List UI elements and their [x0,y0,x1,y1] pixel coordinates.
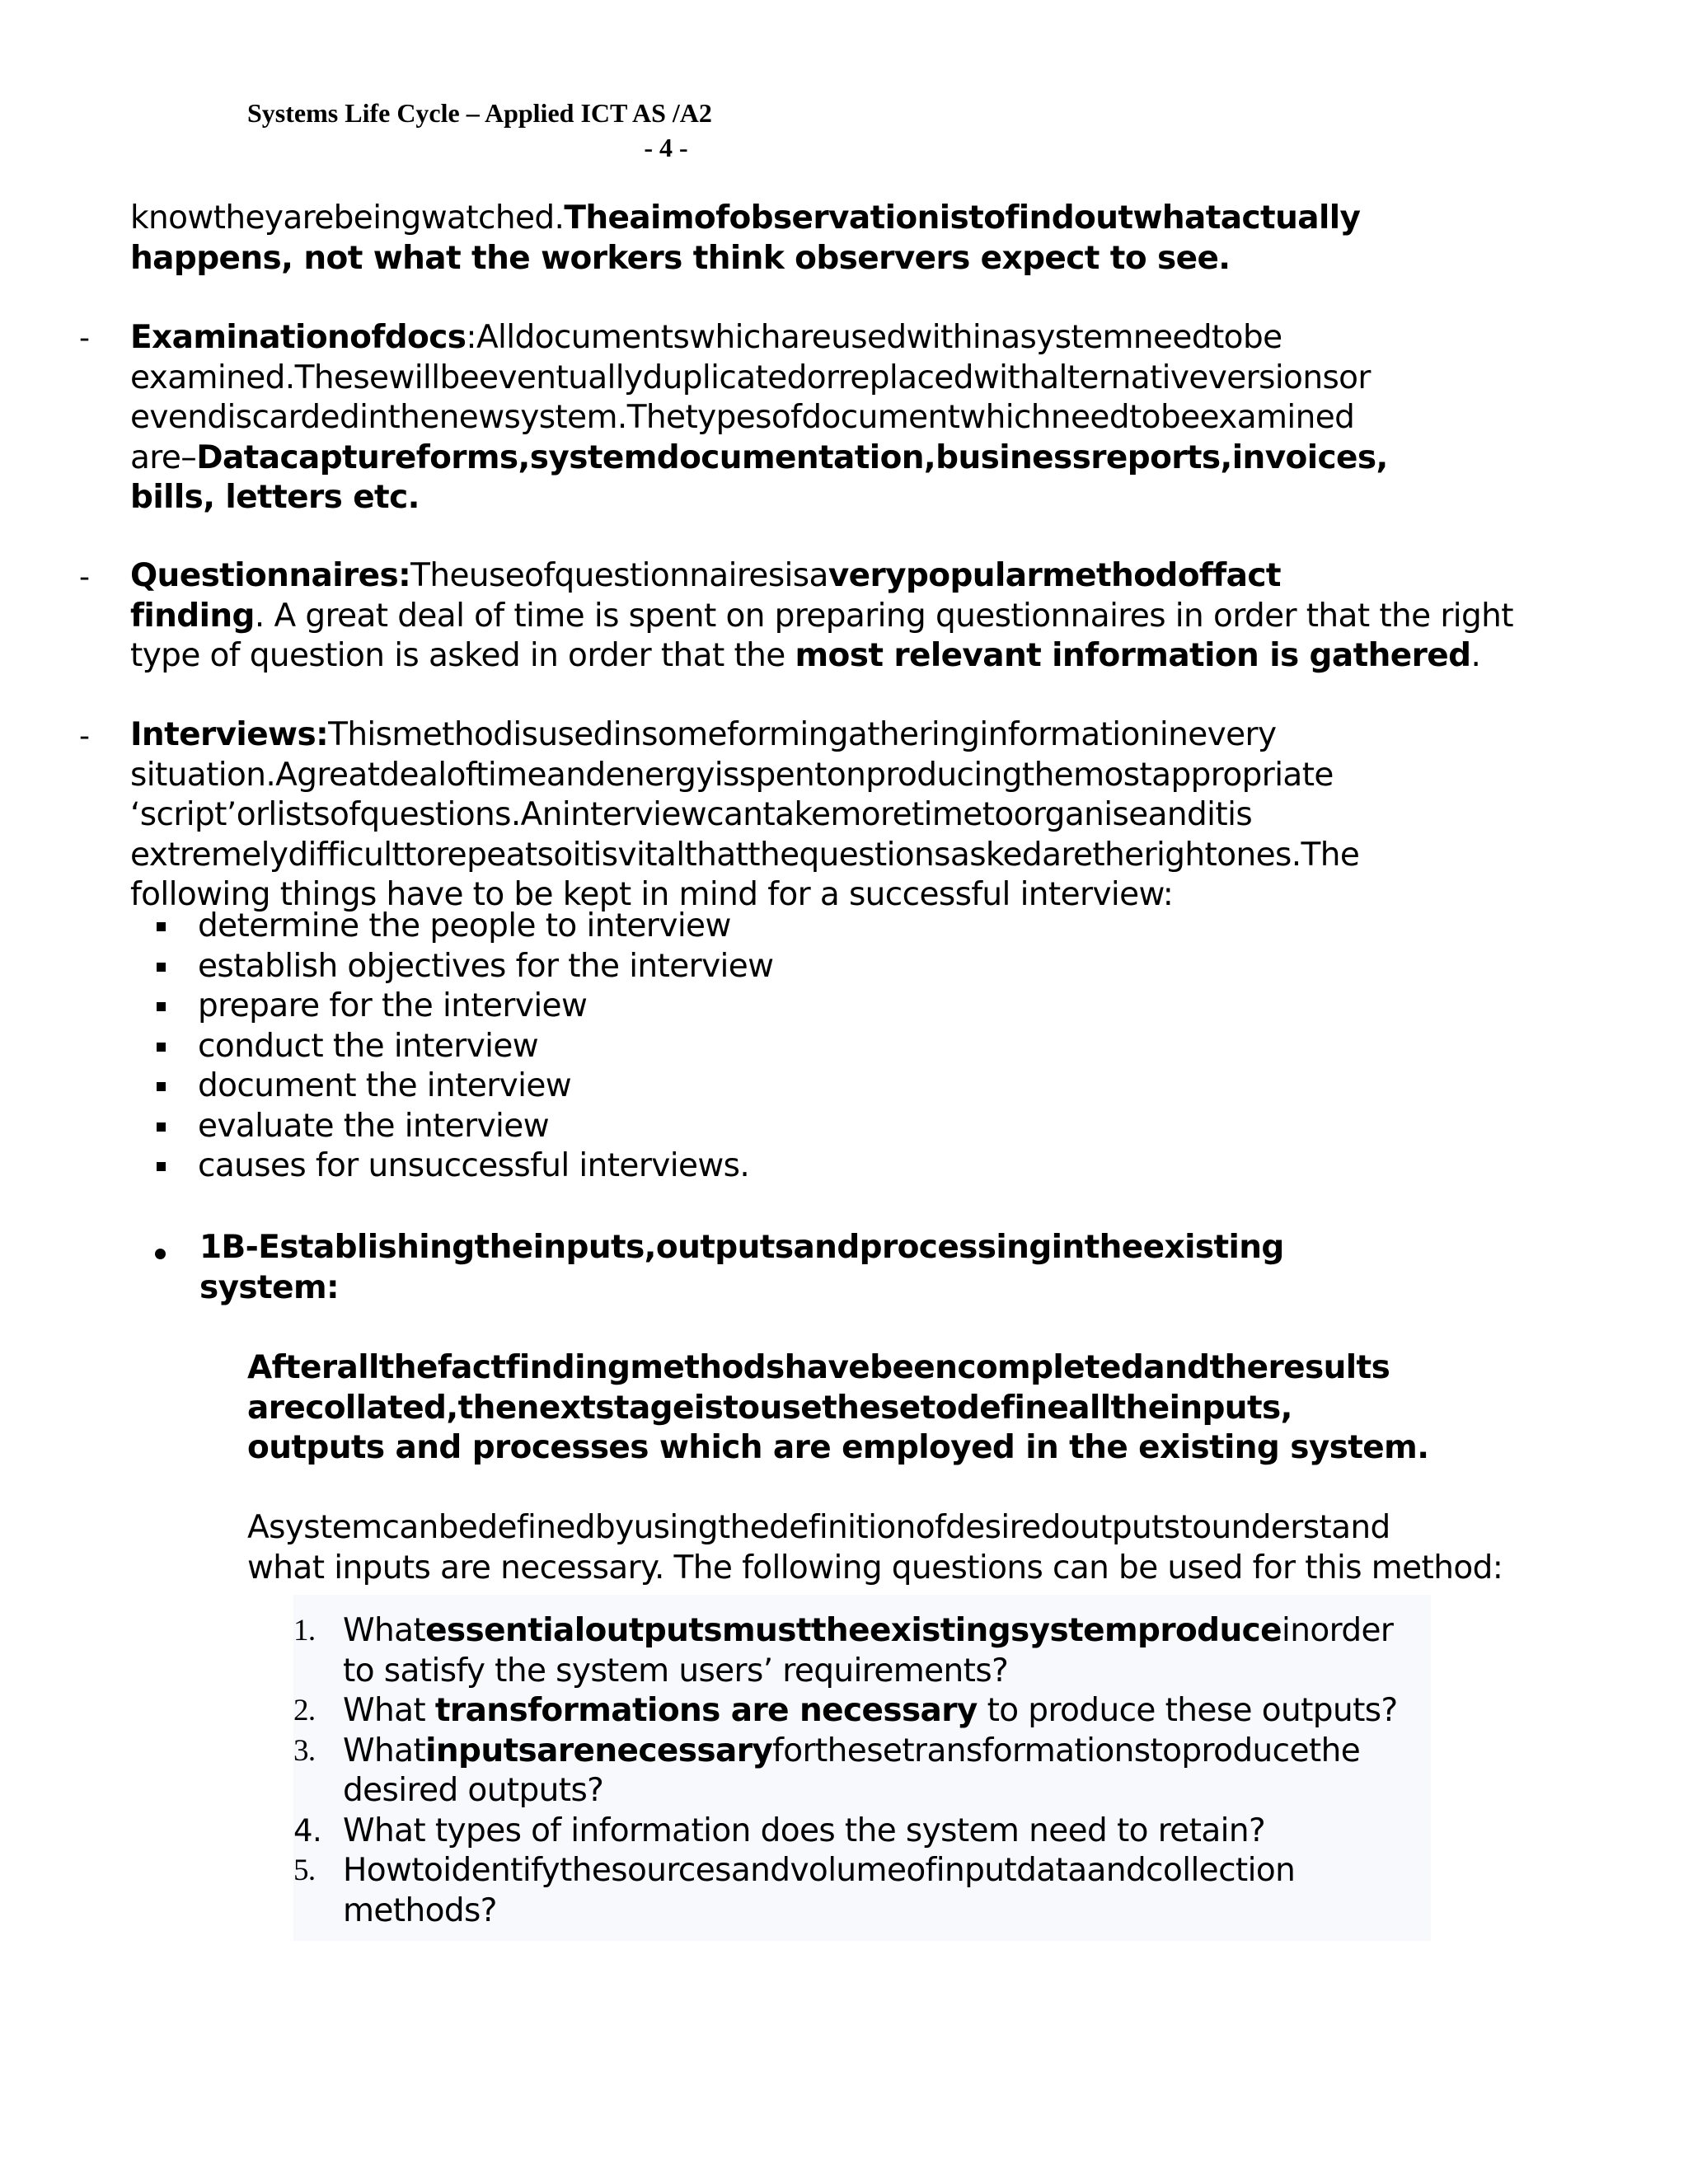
square-bullet-icon [157,1122,166,1132]
questionnaires-paragraph: Questionnaires:Theuseofquestionnairesisaverypopularmethodoffact finding. A great deal of time is spent on preparing questionnaires in order that the right type of question is asked in order that the most relevant information is gathered. [130,557,1513,674]
square-bullet-icon [157,1002,166,1011]
page-number: - 4 - [644,133,688,162]
list-item: 3. Whatinputsarenecessaryforthesetransformationstoproducethe desired outputs? [293,1732,1361,1809]
document-page: Systems Life Cycle – Applied ICT AS /A2 - 4 - knowtheyarebeingwatched.Theaimofobservationistofindoutwhatactually happens, not what the workers think observers expect to see. - Examinationofdocs:Alldocumentswhichareusedwithinasystemneedtobe examined.Thesewillbeeventuallyduplicatedorreplacedwithalternativeversionsor evendiscardedinthenewsystem.Thetypesofdocumentwhichneedtobeexamined are–Datacaptureforms,systemdocumentation,businessreports,invoices, bills, letters etc. - Questionnaires:Theuseofquestionnairesisaverypopularmethodoffact finding. A great deal of time is spent on preparing questionnaires in order that the right type of question is asked in order that the most relevant information is gathered. - Interviews:Thismethodisusedinsomeformingatheringinformationinevery situation.Agreatdealoftimeandenergyisspentonproducingthemostappropriate ‘script’orlistsofquestions.Aninterviewcantakemoretimetoorganiseanditis extremelydifficulttorepeatsoitisvitalthatthequestionsaskedaretherightones.The following things have to be kept in mind for a successful interview: determine the people to interview establish objectives for the interview prepare for the interview conduct the interview document the interview evaluate the interview causes for unsuccessful interviews. 1B-Establishingtheinputs,outputsandprocessingintheexisting system: Afterallthefactfindingmethodshavebeencompletedandtheresults arecollated,thenextstageistousethesetodefinealltheinputs, outputs and processes which are employed in the existing system. Asystemcanbedefinedbyusingthedefinitionofdesiredoutputstounderstand what inputs are necessary. The following questions can be used for this method: 1. Whatessentialoutputsmusttheexistingsystemproduceinorder to satisfy the system users’ requirements? 2. What transformations are necessary to produce these outputs? 3. Whatinputsarenecessaryforthesetransformationstoproducethe desired outputs? 4. What types of information does the system need to retain? 5. Howtoidentifythesourcesandvolumeofinputdataandcollection methods? [0,0,1688,2184]
square-bullet-icon [157,963,166,972]
section-1b-intro: Asystemcanbedefinedbyusingthedefinitionofdesiredoutputstounderstand what inputs are necessary. The following questions can be used for this method: [247,1509,1503,1586]
list-item: 4. What types of information does the system need to retain? [293,1811,1266,1849]
square-bullet-icon [157,1043,166,1052]
round-bullet-icon [155,1249,166,1259]
dash-marker: - [79,321,90,355]
square-bullet-icon [157,1162,166,1171]
section-1b-heading: 1B-Establishingtheinputs,outputsandprocessingintheexisting system: [199,1229,1284,1306]
observation-paragraph: knowtheyarebeingwatched.Theaimofobservationistofindoutwhatactually happens, not what the workers think observers expect to see. [130,199,1361,277]
list-item: 5. Howtoidentifythesourcesandvolumeofinputdataandcollection methods? [293,1852,1296,1929]
section-1b-summary: Afterallthefactfindingmethodshavebeencompletedandtheresults arecollated,thenextstageistousethesetodefinealltheinputs, outputs and processes which are employed in the existing system. [247,1349,1429,1466]
dash-marker: - [79,719,90,753]
dash-marker: - [79,560,90,594]
list-item: 2. What transformations are necessary to produce these outputs? [293,1692,1398,1729]
docs-paragraph: Examinationofdocs:Alldocumentswhichareusedwithinasystemneedtobe examined.Thesewillbeeventuallyduplicatedorreplacedwithalternativeversionsor evendiscardedinthenewsystem.Thetypesofdocumentwhichneedtobeexamined are–Datacaptureforms,systemdocumentation,businessreports,invoices, bills, letters etc. [130,319,1388,516]
list-item: 1. Whatessentialoutputsmusttheexistingsystemproduceinorder to satisfy the system users’ requirements? [293,1612,1394,1690]
interviews-paragraph: Interviews:Thismethodisusedinsomeformingatheringinformationinevery situation.Agreatdealoftimeandenergyisspentonproducingthemostappropriate ‘script’orlistsofquestions.Aninterviewcantakemoretimetoorganiseanditis extremelydifficulttorepeatsoitisvitalthatthequestionsaskedaretherightones.The following things have to be kept in mind for a successful interview: [130,716,1360,913]
square-bullet-icon [157,1082,166,1091]
square-bullet-icon [157,922,166,931]
